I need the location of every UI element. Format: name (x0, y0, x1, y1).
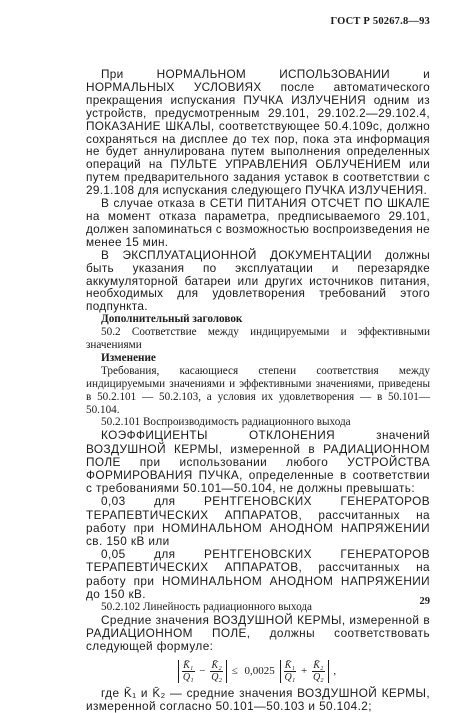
document-body (86, 68, 430, 713)
formula-leq: ≤ (231, 665, 238, 678)
formula-absolute-value-sum (280, 660, 329, 683)
section-50-2-102-title: 50.2.102 Линейность радиационного выхода (101, 601, 313, 614)
additional-heading: Дополнительный заголовок (101, 313, 243, 326)
page-number: 29 (419, 596, 430, 607)
paragraph-power-failure: В случае отказа в СЕТИ ПИТАНИЯ ОТСЧЕТ ПО ШКАЛЕ на момент отказа параметра, предписываемого 29.101, должен запоминаться с возможностью воспроизведения не менее 15 мин. (86, 196, 430, 249)
document-header: ГОСТ Р 50267.8—93 (330, 16, 430, 27)
paragraph-where-definition: где K̄₁ и K̄₂ — средние значения ВОЗДУШНОЙ КЕРМЫ, измеренной согласно 50.101—50.103 и 50.104.2; (86, 685, 430, 713)
section-50-2-title: 50.2 Соответствие между индицируемыми и эффективными значениями (86, 326, 430, 352)
paragraph-deviation-coefficients: КОЭФФИЦИЕНТЫ ОТКЛОНЕНИЯ значений ВОЗДУШНОЙ КЕРМЫ, измеренной в РАДИАЦИОННОМ ПОЛЕ при использовании любого УСТРОЙСТВА ФОРМИРОВАНИЯ ПУЧКА, определенные в соответствии с требованиями 50.101—50.104, не должны превышать: (86, 428, 430, 496)
formula-fraction-k2-q2: $\frac{\text{K̄₂}}{\text{Q₂}}$ (211, 659, 222, 683)
paragraph-limit-005: 0,05 для РЕНТГЕНОВСКИХ ГЕНЕРАТОРОВ ТЕРАПЕВТИЧЕСКИХ АППАРАТОВ, рассчитанных на работу при НОМИНАЛЬНОМ АНОДНОМ НАПРЯЖЕНИИ до 150 кВ. (86, 547, 430, 601)
paragraph-requirements: Требования, касающиеся степени соответствия между индицируемыми значениями и эффективными значениями, приведены в 50.2.101 — 50.2.103, а условия их удовлетворения — в 50.101—50.104. (86, 364, 430, 416)
paragraph-documentation: В ЭКСПЛУАТАЦИОННОЙ ДОКУМЕНТАЦИИ должны быть указания по эксплуатации и перезарядке аккумуляторной батареи или других источников питания, необходимых для удовлетворения требований этого подпункта. (86, 247, 430, 314)
formula-fraction-k2-q2-sum: $\frac{\text{K̄₂}}{\text{Q₂}}$ (312, 659, 324, 683)
linearity-formula (86, 660, 430, 683)
formula-trailing-comma: , (333, 665, 337, 678)
paragraph-after-termination: При НОРМАЛЬНОМ ИСПОЛЬЗОВАНИИ и НОРМАЛЬНЫХ УСЛОВИЯХ после автоматического прекращения испускания ПУЧКА ИЗЛУЧЕНИЯ одним из устройств, предусмотренным 29.101, 29.102.2—29.102.4, ПОКАЗАНИЕ ШКАЛЫ, соответствующее 50.4.109с, должно сохраняться на дисплее до тех пор, пока эта информация не будет аннулирована путем выполнения определенных операций на ПУЛЬТЕ УПРАВЛЕНИЯ ОБЛУЧЕНИЕМ или путем предварительного задания уставок в соответствии с 29.1.108 для испускания следующего ПУЧКА ИЗЛУЧЕНИЯ. (86, 67, 430, 198)
formula-minus: − (199, 665, 206, 678)
formula-fraction-k1-q1: $\frac{\text{K̄₁}}{\text{Q₁}}$ (182, 659, 194, 683)
paragraph-limit-003: 0,03 для РЕНТГЕНОВСКИХ ГЕНЕРАТОРОВ ТЕРАПЕВТИЧЕСКИХ АППАРАТОВ, рассчитанных на работу при НОМИНАЛЬНОМ АНОДНОМ НАПРЯЖЕНИИ св. 150 кВ или (86, 494, 430, 548)
paragraph-mean-values: Средние значения ВОЗДУШНОЙ КЕРМЫ, измеренной в РАДИАЦИОННОМ ПОЛЕ, должны соответствовать следующей формуле: (86, 612, 430, 654)
formula-absolute-value (178, 660, 227, 683)
formula-coefficient: 0,0025 (244, 665, 275, 678)
formula-fraction-k1-q1-sum: $\frac{\text{K̄₁}}{\text{Q₁}}$ (284, 659, 296, 683)
section-50-2-101-title: 50.2.101 Воспроизводимость радиационного выхода (101, 416, 351, 429)
formula-plus: + (300, 665, 308, 678)
change-heading: Изменение (101, 351, 156, 364)
